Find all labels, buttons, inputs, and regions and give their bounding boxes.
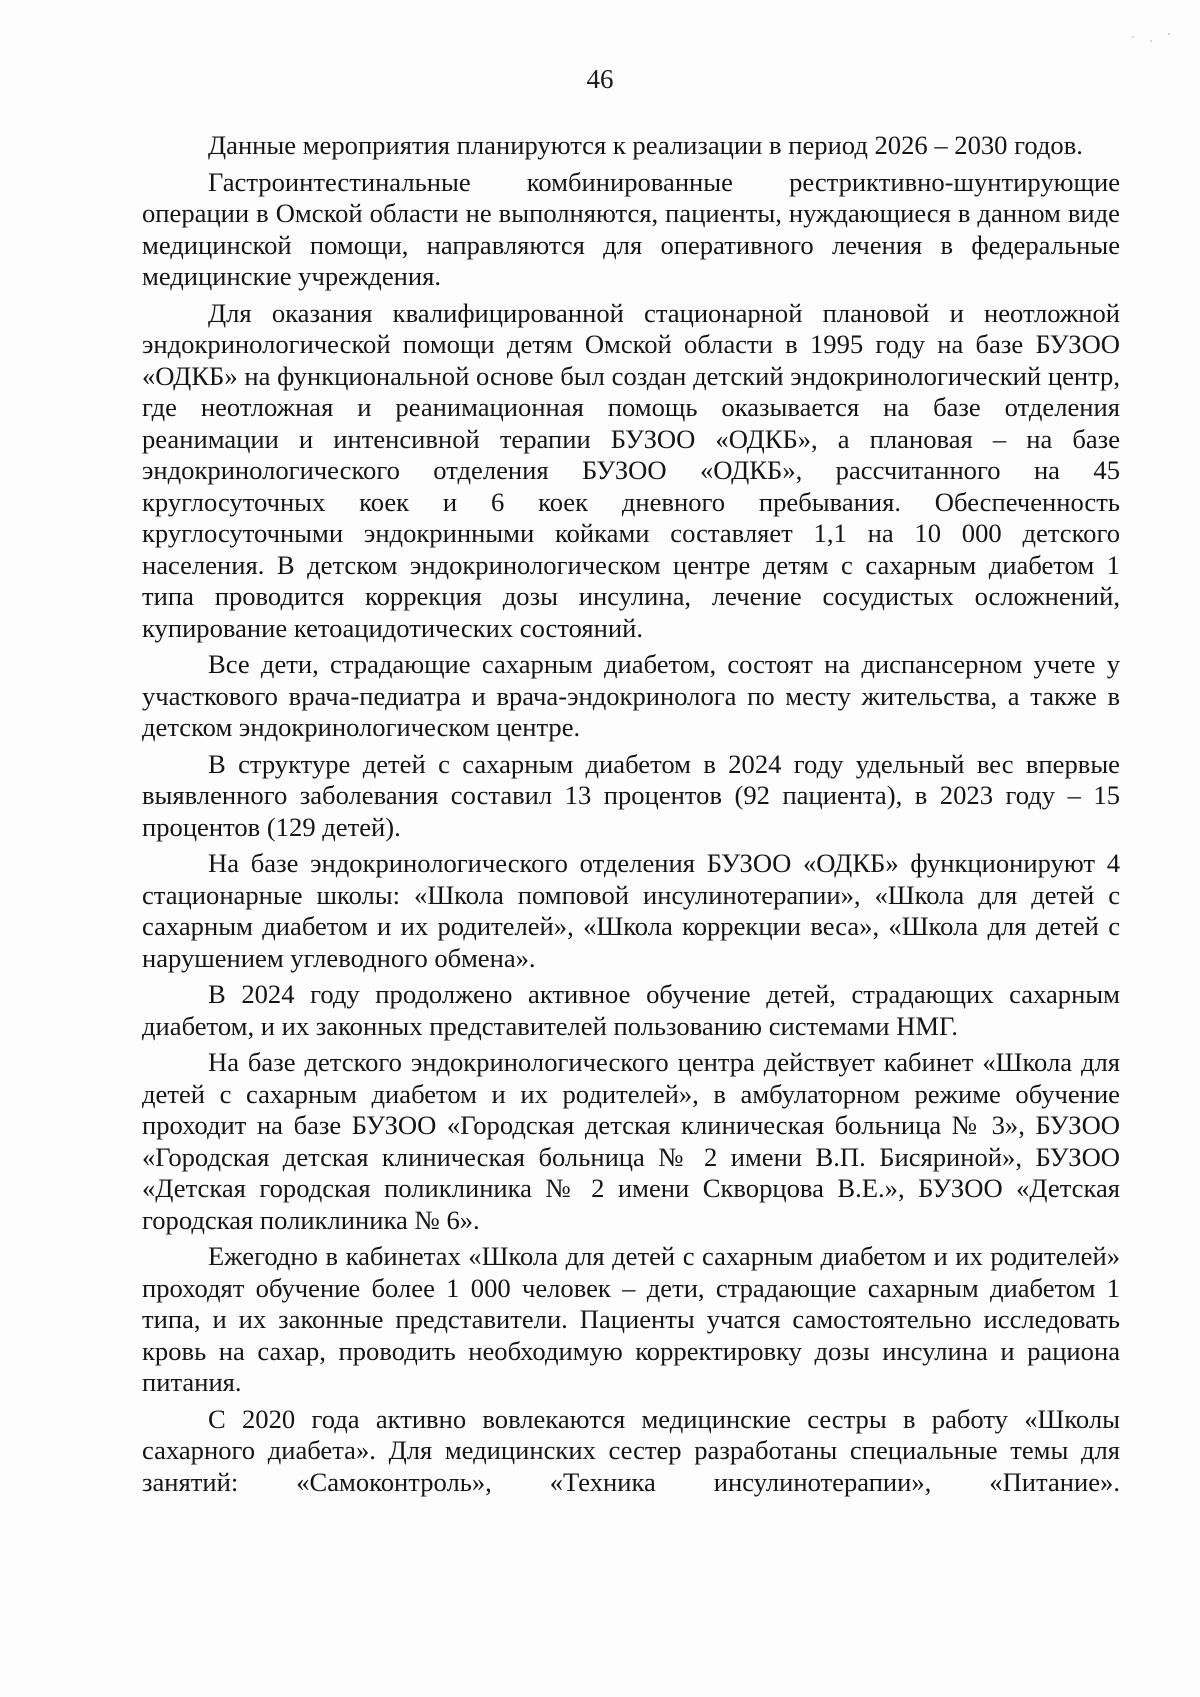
scan-speck	[1150, 40, 1152, 42]
paragraph-2: Гастроинтестинальные комбинированные рестриктивно-шунтирующие операции в Омской области не выполняются, пациенты, нуждающиеся в данном виде медицинской помощи, направляются для оперативного лечения в федеральные медицинские учреждения.	[142, 166, 1120, 291]
scan-speck	[1132, 36, 1134, 38]
scan-speck	[1168, 33, 1170, 35]
paragraph-4: Все дети, страдающие сахарным диабетом, состоят на диспансерном учете у участкового врача-педиатра и врача-эндокринолога по месту жительства, а также в детском эндокринологическом центре.	[142, 649, 1120, 742]
paragraph-8: На базе детского эндокринологического центра действует кабинет «Школа для детей с сахарным диабетом и их родителей», в амбулаторном режиме обучение проходит на базе БУЗОО «Городская детская клиническая больница № 3», БУЗОО «Городская детская клиническая больница № 2 имени В.П. Бисяриной», БУЗОО «Детская городская поликлиника № 2 имени Скворцова В.Е.», БУЗОО «Детская городская поликлиника № 6».	[142, 1047, 1120, 1235]
paragraph-10: С 2020 года активно вовлекаются медицинские сестры в работу «Школы сахарного диабета». Для медицинских сестер разработаны специальные темы для занятий: «Самоконтроль», «Техника инсулинотерапии», «Питание».	[142, 1403, 1120, 1497]
paragraph-7: В 2024 году продолжено активное обучение детей, страдающих сахарным диабетом, и их законных представителей пользованию системами НМГ.	[142, 979, 1120, 1041]
paragraph-6: На базе эндокринологического отделения БУЗОО «ОДКБ» функционируют 4 стационарные школы: «Школа помповой инсулинотерапии», «Школа для детей с сахарным диабетом и их родителей», «Школа коррекции веса», «Школа для детей с нарушением углеводного обмена».	[142, 848, 1120, 973]
paragraph-5: В структуре детей с сахарным диабетом в 2024 году удельный вес впервые выявленного заболевания составил 13 процентов (92 пациента), в 2023 году – 15 процентов (129 детей).	[142, 748, 1120, 842]
body-text	[142, 130, 1120, 1503]
page-number: 46	[586, 64, 614, 94]
paragraph-1: Данные мероприятия планируются к реализации в период 2026 – 2030 годов.	[208, 130, 1083, 160]
paragraph-9: Ежегодно в кабинетах «Школа для детей с сахарным диабетом и их родителей» проходят обучение более 1 000 человек – дети, страдающие сахарным диабетом 1 типа, и их законные представители. Пациенты учатся самостоятельно исследовать кровь на сахар, проводить необходимую корректировку дозы инсулина и рациона питания.	[142, 1241, 1120, 1397]
paragraph-3: Для оказания квалифицированной стационарной плановой и неотложной эндокринологической помощи детям Омской области в 1995 году на базе БУЗОО «ОДКБ» на функциональной основе был создан детский эндокринологический центр, где неотложная и реанимационная помощь оказывается на базе отделения реанимации и интенсивной терапии БУЗОО «ОДКБ», а плановая – на базе эндокринологического отделения БУЗОО «ОДКБ», рассчитанного на 45 круглосуточных коек и 6 коек дневного пребывания. Обеспеченность круглосуточными эндокринными койками составляет 1,1 на 10 000 детского населения. В детском эндокринологическом центре детям с сахарным диабетом 1 типа проводится коррекция дозы инсулина, лечение сосудистых осложнений, купирование кетоацидотических состояний.	[142, 297, 1120, 643]
